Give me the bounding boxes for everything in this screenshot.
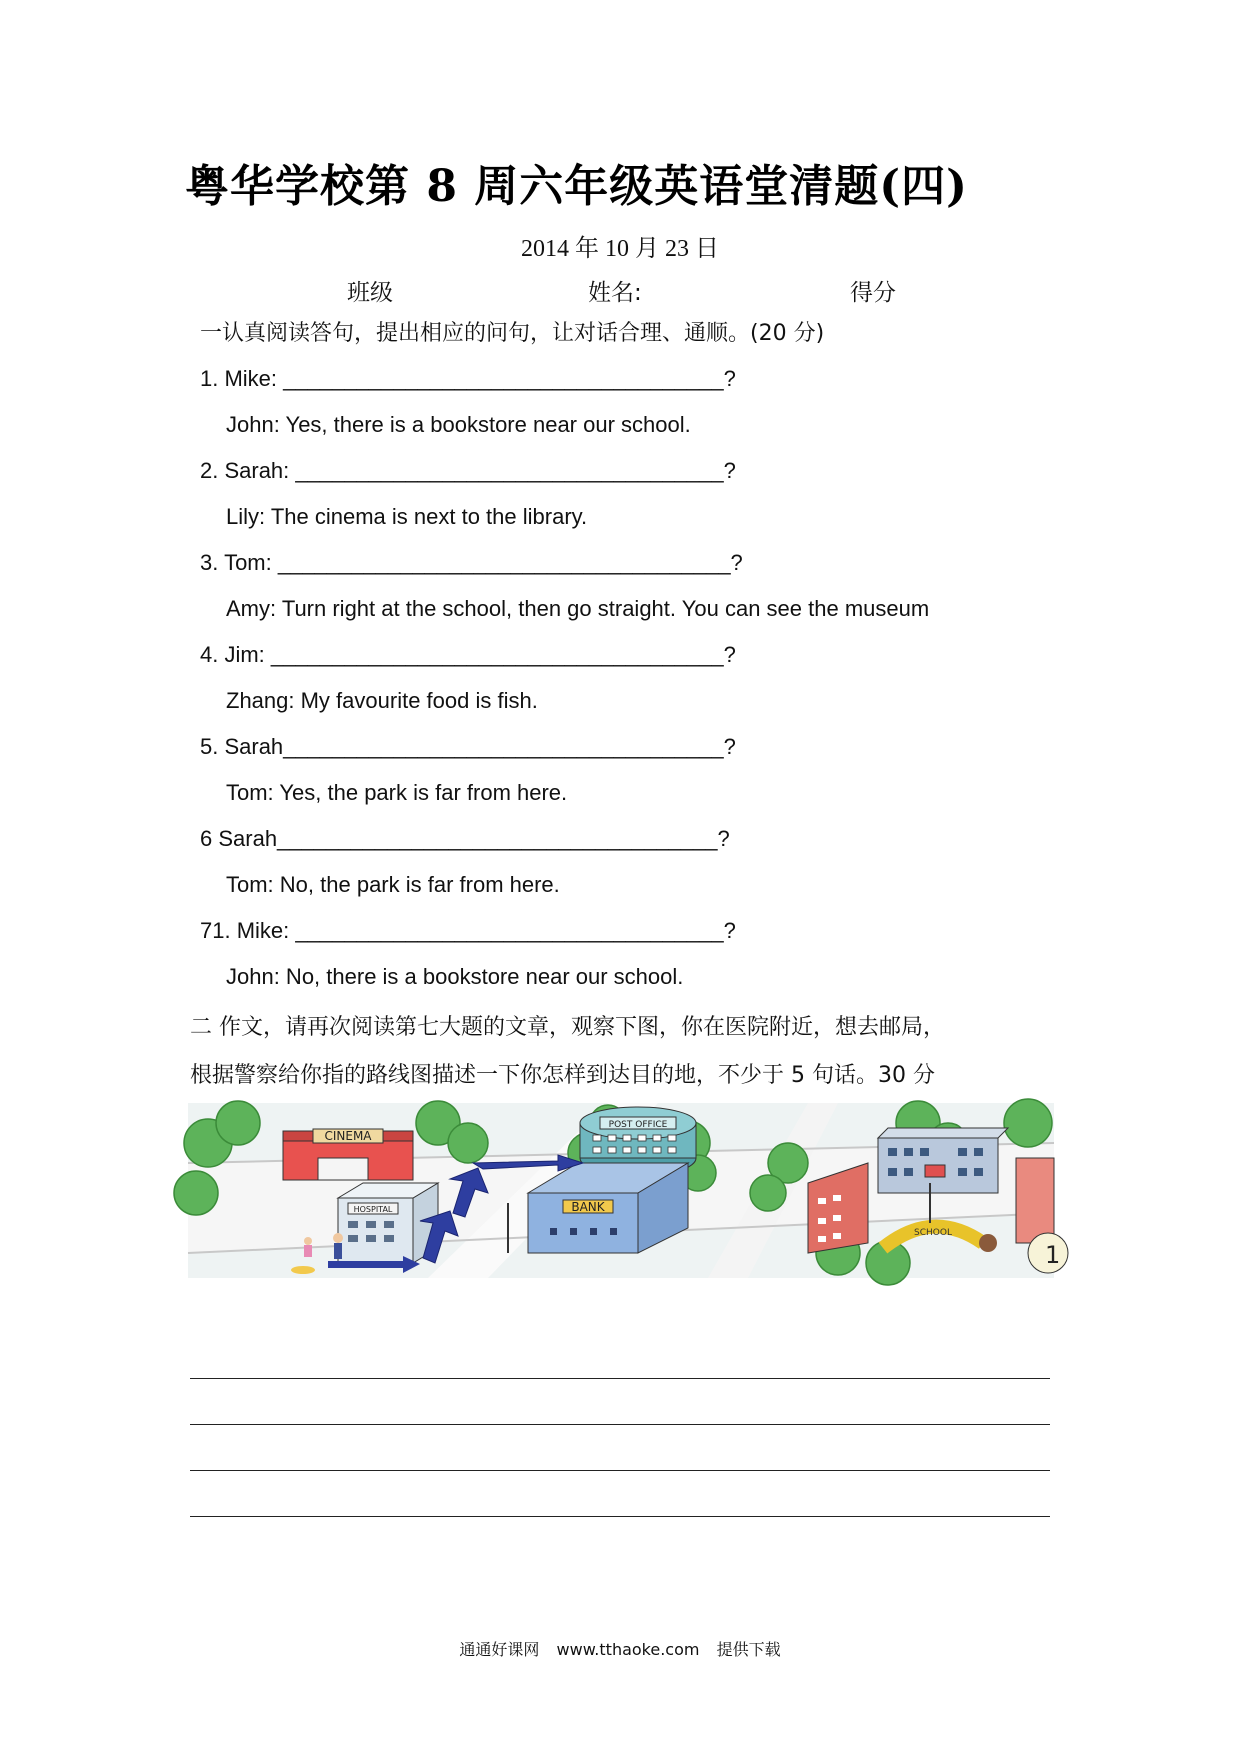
post-office-label: POST OFFICE [608,1120,668,1130]
class-label: 班级 [347,280,393,306]
score-label: 得分 [850,280,896,306]
map-page-number: 1 [1045,1241,1061,1269]
writing-line-2[interactable] [190,1424,1050,1425]
answer-4: Zhang: My favourite food is fish. [226,688,538,713]
question-1: 1. Mike: ____________________________________? [200,366,736,391]
footer-url[interactable]: www.tthaoke.com [556,1640,700,1659]
footer-suffix: 提供下载 [716,1640,781,1659]
answer-2: Lily: The cinema is next to the library. [226,504,588,529]
answer-7: John: No, there is a bookstore near our school. [226,964,684,989]
hospital-label: HOSPITAL [353,1205,393,1214]
cinema-building [283,1129,413,1180]
answer-3: Amy: Turn right at the school, then go straight. You can see the museum [226,596,930,621]
question-2: 2. Sarah: ___________________________________? [200,458,736,483]
part2-instruction-line1: 二 作文，请再次阅读第七大题的文章，观察下图，你在医院附近，想去邮局， [190,1015,945,1040]
route-map-illustration [188,1103,1061,1293]
bank-label: BANK [571,1200,605,1214]
part1-instruction: 一认真阅读答句，提出相应的问句，让对话合理、通顺。(20 分) [200,321,825,346]
question-5: 5. Sarah____________________________________? [200,734,736,759]
page-title: 粤华学校第 8 周六年级英语堂清题(四) [185,161,968,212]
question-4: 4. Jim: _____________________________________? [200,642,736,667]
cinema-label: CINEMA [324,1129,372,1143]
writing-line-1[interactable] [190,1378,1050,1379]
part2-instruction-line2: 根据警察给你指的路线图描述一下你怎样到达目的地，不少于 5 句话。30 分 [190,1063,935,1088]
date: 2014 年 10 月 23 日 [521,236,719,262]
writing-line-4[interactable] [190,1516,1050,1517]
name-label: 姓名: [588,280,642,306]
answer-5: Tom: Yes, the park is far from here. [226,780,568,805]
question-6: 6 Sarah____________________________________? [200,826,730,851]
footer [0,1637,1240,1660]
answer-1: John: Yes, there is a bookstore near our school. [226,412,691,437]
school-label: SCHOOL [914,1228,952,1238]
writing-line-3[interactable] [190,1470,1050,1471]
footer-site-name: 通通好课网 [459,1640,540,1659]
answer-6: Tom: No, the park is far from here. [226,872,560,897]
question-7: 71. Mike: ___________________________________? [200,918,736,943]
hospital-building [338,1183,438,1263]
question-3: 3. Tom: _____________________________________? [200,550,743,575]
